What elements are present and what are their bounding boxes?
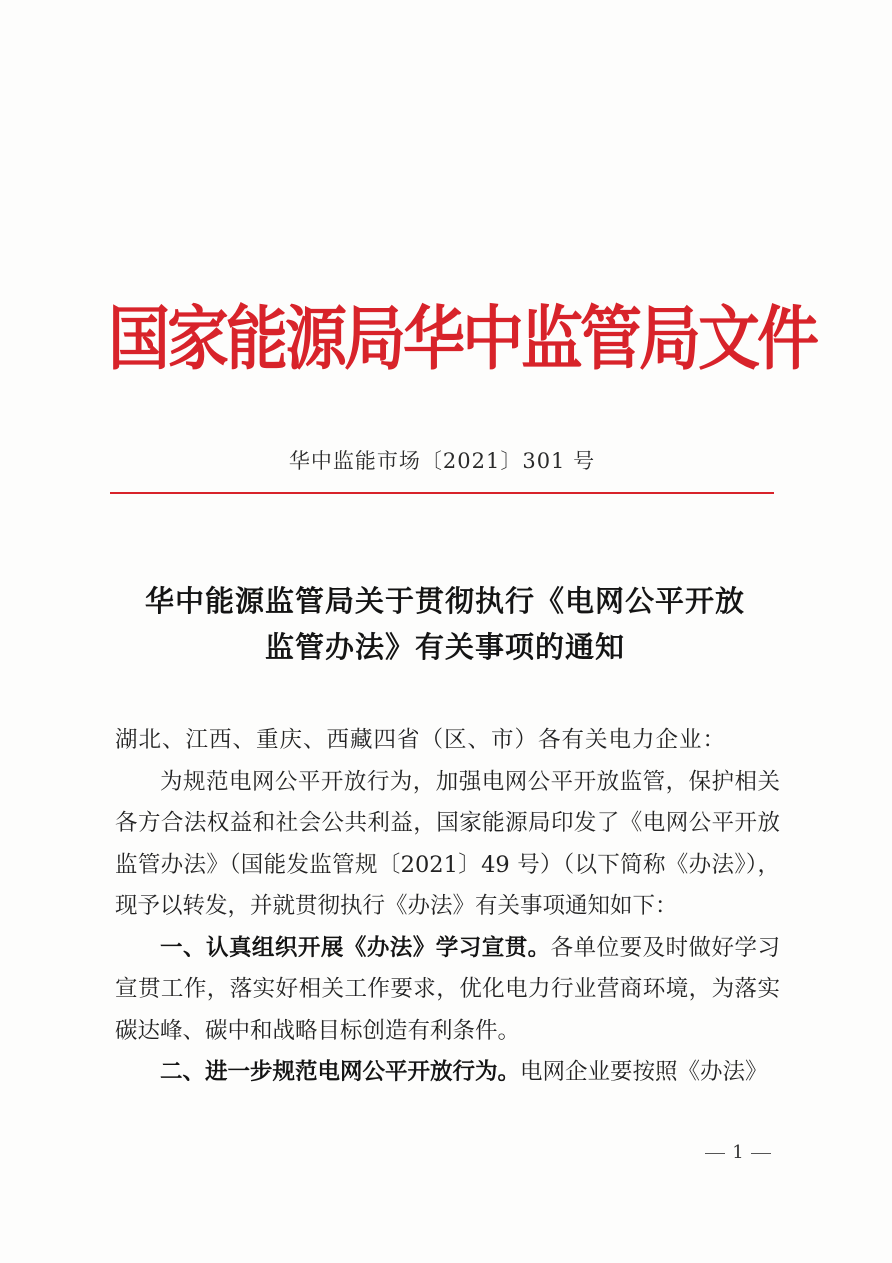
- page-number-dash-right: [751, 1153, 771, 1154]
- salutation: 湖北、江西、重庆、西藏四省（区、市）各有关电力企业：: [115, 727, 727, 753]
- document-number: 华中监能市场〔2021〕301 号: [288, 449, 596, 473]
- document-title-line-2: 监管办法》有关事项的通知: [264, 630, 625, 664]
- page-number-dash-left: [705, 1153, 725, 1154]
- section-1-heading: 一、认真组织开展《办法》学习宣贯。: [160, 934, 551, 961]
- document-body: [115, 720, 780, 1094]
- page-number: [696, 1140, 780, 1166]
- section-1-text: 各单位要及时做好学习宣贯工作，落实好相关工作要求，优化电力行业营商环境，为落实碳达峰、碳中和战略目标创造有利条件。: [115, 934, 780, 1044]
- section-2-paragraph: [115, 1052, 780, 1094]
- section-2-text: 电网企业要按照《办法》: [520, 1059, 768, 1085]
- document-title-line-1: 华中能源监管局关于贯彻执行《电网公平开放: [144, 584, 745, 618]
- intro-paragraph: 为规范电网公平开放行为，加强电网公平开放监管，保护相关各方合法权益和社会公共利益，国家能源局印发了《电网公平开放监管办法》（国能发监管规〔2021〕49 号）（以下简称《办法》），现予以转发，并就贯彻执行《办法》有关事项通知如下：: [115, 768, 780, 919]
- section-2-heading: 二、进一步规范电网公平开放行为。: [160, 1059, 521, 1085]
- masthead-title: 国家能源局华中监管局文件: [108, 297, 817, 380]
- document-title: [100, 578, 790, 670]
- red-separator-line: [110, 492, 774, 494]
- page-number-value: 1: [732, 1142, 744, 1163]
- section-1-paragraph: [115, 928, 780, 1053]
